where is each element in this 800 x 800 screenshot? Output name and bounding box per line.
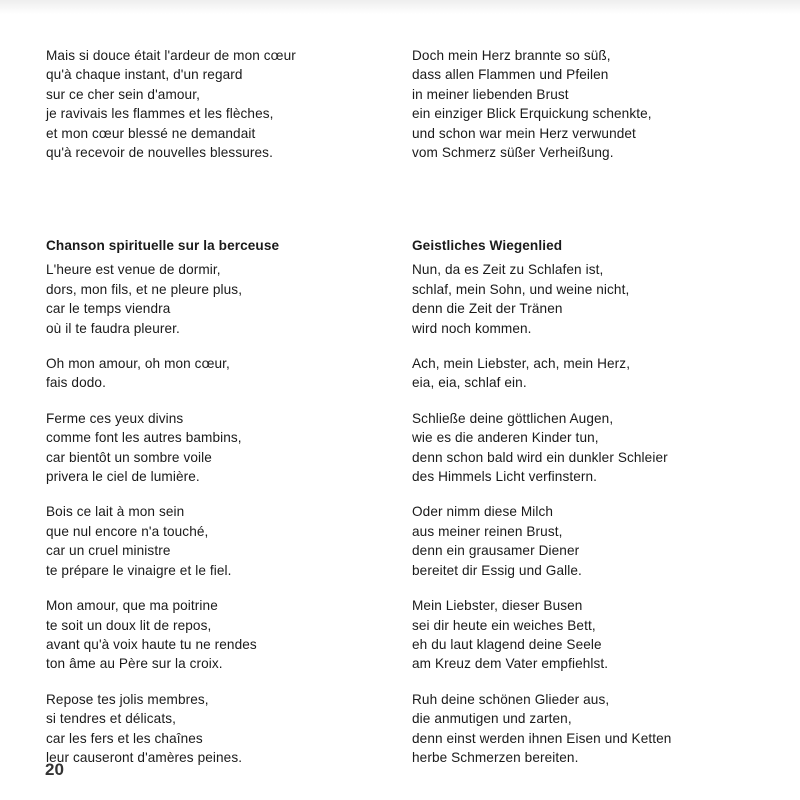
text-line: si tendres et délicats, — [46, 711, 176, 727]
text-line: Oh mon amour, oh mon cœur, — [46, 356, 230, 372]
text-line: car le temps viendra — [46, 301, 171, 317]
text-line: bereitet dir Essig und Galle. — [412, 562, 582, 578]
text-line: que nul encore n'a touché, — [46, 523, 209, 539]
stanza — [412, 596, 742, 674]
text-line: vom Schmerz süßer Verheißung. — [412, 145, 614, 161]
text-line: leur causeront d'amères peines. — [46, 749, 243, 765]
text-line: in meiner liebenden Brust — [412, 86, 569, 102]
text-line: qu'à chaque instant, d'un regard — [46, 67, 243, 83]
text-line: qu'à recevoir de nouvelles blessures. — [46, 145, 273, 161]
text-line: Mon amour, que ma poitrine — [46, 598, 218, 614]
stanza — [412, 409, 742, 487]
text-line: eh du laut klagend deine Seele — [412, 636, 602, 652]
text-line: schlaf, mein Sohn, und weine nicht, — [412, 281, 630, 297]
text-line: denn ein grausamer Diener — [412, 543, 580, 559]
text-line: Oder nimm diese Milch — [412, 504, 554, 520]
page-number: 20 — [45, 760, 64, 779]
text-line: die anmutigen und zarten, — [412, 711, 572, 727]
text-line: des Himmels Licht verfinstern. — [412, 469, 598, 485]
german-poem-title: Geistliches Wiegenlied — [412, 238, 563, 253]
french-intro-stanza — [46, 46, 376, 162]
text-line: denn einst werden ihnen Eisen und Ketten — [412, 730, 672, 746]
text-line: car un cruel ministre — [46, 543, 171, 559]
german-intro-stanza — [412, 46, 742, 162]
text-line: avant qu'à voix haute tu ne rendes — [46, 636, 257, 652]
text-line: eia, eia, schlaf ein. — [412, 375, 527, 391]
text-line: car les fers et les chaînes — [46, 730, 203, 746]
page-top-edge — [0, 0, 800, 14]
text-line: dass allen Flammen und Pfeilen — [412, 67, 609, 83]
stanza — [46, 502, 376, 580]
text-line: Repose tes jolis membres, — [46, 691, 209, 707]
text-line: Bois ce lait à mon sein — [46, 504, 185, 520]
text-line: und schon war mein Herz verwundet — [412, 125, 636, 141]
stanza — [412, 502, 742, 580]
stanza — [46, 260, 376, 338]
text-line: sei dir heute ein weiches Bett, — [412, 617, 596, 633]
stanza — [412, 260, 742, 338]
text-line: herbe Schmerzen bereiten. — [412, 749, 579, 765]
stanza — [412, 690, 742, 768]
text-line: Nun, da es Zeit zu Schlafen ist, — [412, 262, 604, 278]
french-poem — [46, 236, 376, 783]
stanza — [46, 354, 376, 393]
text-line: où il te faudra pleurer. — [46, 320, 180, 336]
text-line: Ach, mein Liebster, ach, mein Herz, — [412, 356, 631, 372]
stanza — [46, 690, 376, 768]
text-line: L'heure est venue de dormir, — [46, 262, 221, 278]
french-poem-title: Chanson spirituelle sur la berceuse — [46, 238, 280, 253]
text-line: car bientôt un sombre voile — [46, 449, 212, 465]
text-line: ton âme au Père sur la croix. — [46, 656, 223, 672]
text-line: Doch mein Herz brannte so süß, — [412, 48, 611, 63]
text-line: Ferme ces yeux divins — [46, 410, 184, 426]
stanza — [46, 409, 376, 487]
stanza — [412, 354, 742, 393]
text-line: sur ce cher sein d'amour, — [46, 86, 200, 102]
text-line: dors, mon fils, et ne pleure plus, — [46, 281, 243, 297]
stanza — [46, 596, 376, 674]
text-line: je ravivais les flammes et les flèches, — [46, 106, 274, 122]
text-line: te soit un doux lit de repos, — [46, 617, 212, 633]
text-line: am Kreuz dem Vater empfiehlst. — [412, 656, 609, 672]
text-line: privera le ciel de lumière. — [46, 469, 200, 485]
text-line: et mon cœur blessé ne demandait — [46, 125, 256, 141]
text-line: wird noch kommen. — [412, 320, 532, 336]
german-poem — [412, 236, 742, 783]
text-line: aus meiner reinen Brust, — [412, 523, 563, 539]
text-line: Ruh deine schönen Glieder aus, — [412, 691, 610, 707]
text-line: Mein Liebster, dieser Busen — [412, 598, 583, 614]
text-line: Schließe deine göttlichen Augen, — [412, 410, 614, 426]
text-line: comme font les autres bambins, — [46, 430, 242, 446]
text-line: Mais si douce était l'ardeur de mon cœur — [46, 48, 296, 63]
text-line: te prépare le vinaigre et le fiel. — [46, 562, 232, 578]
text-line: denn die Zeit der Tränen — [412, 301, 563, 317]
text-line: denn schon bald wird ein dunkler Schleier — [412, 449, 668, 465]
text-line: wie es die anderen Kinder tun, — [412, 430, 599, 446]
text-line: fais dodo. — [46, 375, 106, 391]
text-line: ein einziger Blick Erquickung schenkte, — [412, 106, 652, 122]
